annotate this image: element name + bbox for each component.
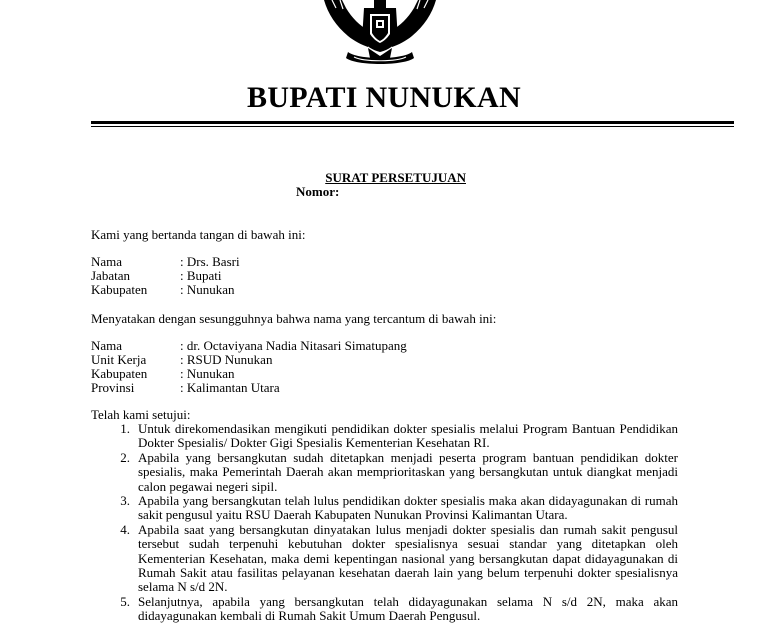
letter-title: SURAT PERSETUJUAN — [325, 170, 466, 185]
statement-text: Menyatakan dengan sesungguhnya bahwa nama yang tercantum di bawah ini: — [91, 311, 497, 326]
field-label: Kabupaten — [91, 282, 148, 297]
field-label: Nama — [91, 254, 123, 269]
field-value: : RSUD Nunukan — [180, 352, 273, 367]
header-divider-thin — [91, 126, 734, 127]
list-item — [91, 595, 678, 624]
field-label: Nama — [91, 338, 123, 353]
signer-row-regency — [91, 283, 235, 297]
garuda-pancasila-emblem-icon — [318, 0, 442, 66]
list-item-number: 3. — [120, 493, 130, 509]
field-label: Provinsi — [91, 380, 135, 395]
field-label: Unit Kerja — [91, 352, 147, 367]
list-item-number: 4. — [120, 521, 130, 537]
list-item-text: Selanjutnya, apabila yang bersangkutan telah didayagunakan selama N s/d 2N, maka akan didayagunakan kembali di Rumah Sakit Umum Daerah Pengusul. — [138, 593, 678, 624]
header-title: BUPATI NUNUKAN — [247, 81, 521, 114]
list-item-text: Apabila yang bersangkutan sudah ditetapkan menjadi peserta program bantuan pendidikan dokter spesialis, maka Pemerintah Daerah akan memprioritaskan yang bersangkutan untuk diangkat menjadi calon pegawai negeri sipil. — [138, 449, 678, 494]
list-item — [91, 451, 678, 494]
list-item-number: 1. — [120, 421, 130, 436]
subject-row-province — [91, 381, 280, 395]
list-item-number: 2. — [120, 449, 130, 465]
list-item-text: Apabila yang bersangkutan telah lulus pendidikan dokter spesialis maka akan didayagunakan di rumah sakit pengusul yaitu RSU Daerah Kabupaten Nunukan Provinsi Kalimantan Utara. — [138, 493, 678, 523]
list-item — [91, 523, 678, 595]
list-item — [91, 422, 678, 451]
agreement-list — [91, 422, 678, 624]
field-label: Jabatan — [91, 268, 130, 283]
field-label: Kabupaten — [91, 366, 148, 381]
field-value: : Nunukan — [180, 366, 235, 381]
list-item-text: Apabila saat yang bersangkutan dinyatakan lulus menjadi dokter spesialis dan rumah sakit pengusul tersebut sudah terpenuhi kebutuhan dokter spesialisnya sesuai standar yang ditetapkan oleh Kementerian Kesehatan, maka demi kepentingan nasional yang bersangkutan dapat didayagunakan di Rumah Sakit atau fasilitas pelayanan kesehatan daerah lain yang belum terpenuhi dokter spesialisnya selama N s/d 2N. — [138, 521, 678, 595]
field-value: : Bupati — [180, 268, 222, 283]
field-value: : Drs. Basri — [180, 254, 240, 269]
intro-text: Kami yang bertanda tangan di bawah ini: — [91, 227, 306, 242]
list-item — [91, 494, 678, 523]
list-item-number: 5. — [120, 593, 130, 609]
header-divider-thick — [91, 121, 734, 124]
field-value: : Kalimantan Utara — [180, 380, 280, 395]
agreed-label: Telah kami setujui: — [91, 407, 191, 422]
letter-number-label: Nomor: — [296, 184, 340, 199]
field-value: : dr. Octaviyana Nadia Nitasari Simatupang — [180, 338, 407, 353]
list-item-text: Untuk direkomendasikan mengikuti pendidikan dokter spesialis melalui Program Bantuan Pendidikan Dokter Spesialis/ Dokter Gigi Spesialis Kementerian Kesehatan RI. — [138, 421, 678, 451]
field-value: : Nunukan — [180, 282, 235, 297]
